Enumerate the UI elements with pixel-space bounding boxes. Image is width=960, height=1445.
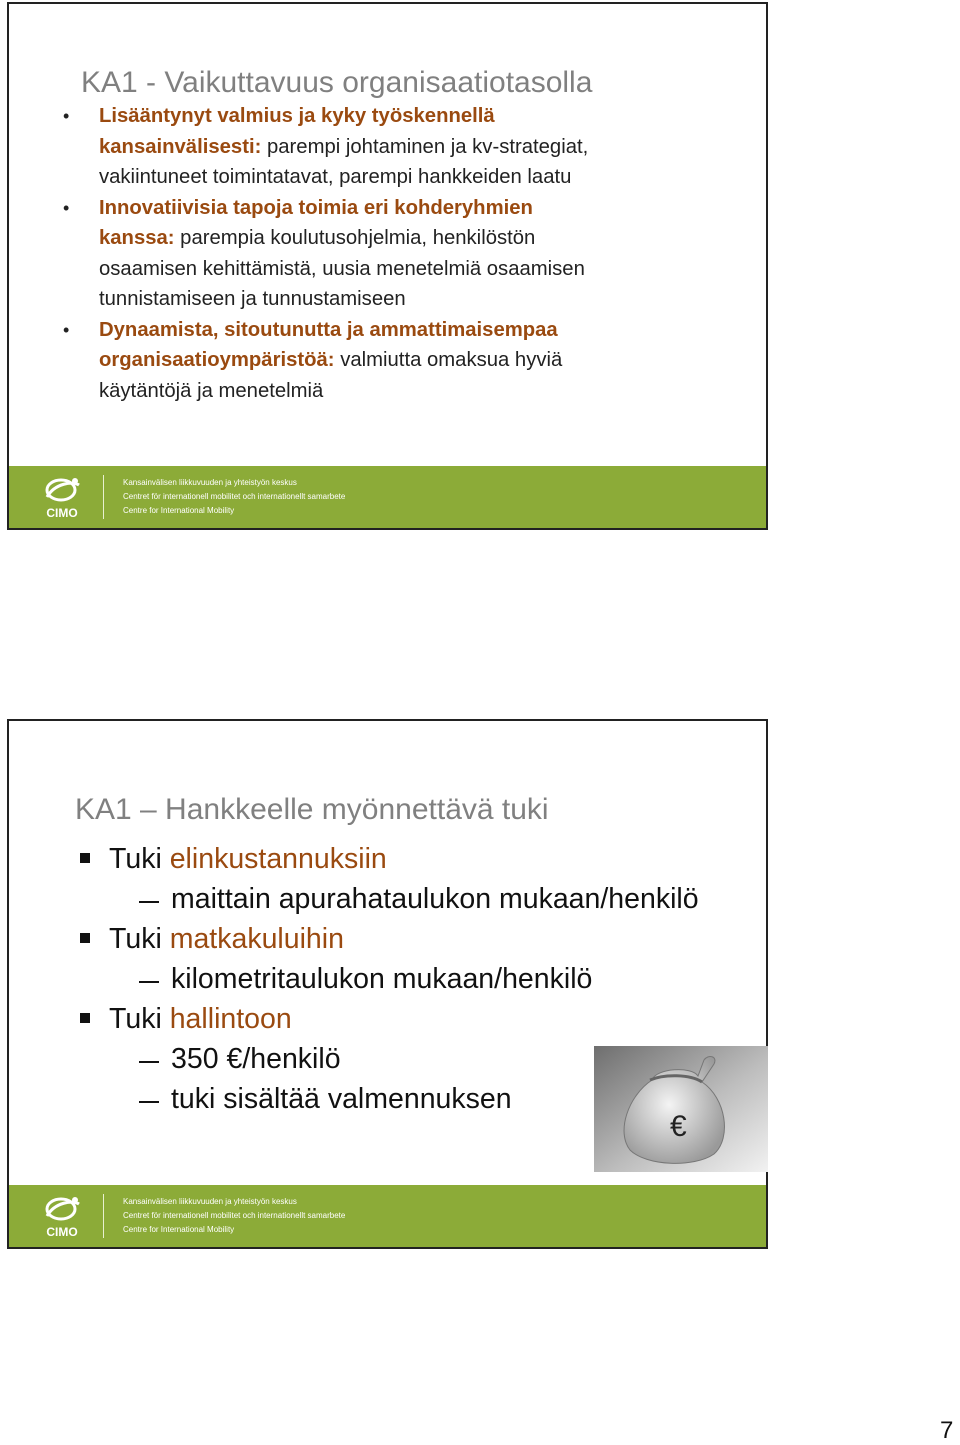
bullet-highlight-text: organisaatioympäristöä: — [99, 349, 335, 371]
bullet-item — [61, 315, 741, 407]
bullet-text: valmiutta omaksua hyviä — [334, 349, 563, 371]
footer-divider — [103, 475, 104, 519]
slide-2 — [7, 719, 768, 1249]
bullet-line — [99, 101, 741, 132]
bullet-item — [75, 999, 755, 1039]
bullet-line — [99, 284, 741, 315]
bullet-line — [99, 315, 741, 346]
sub-bullet-item — [75, 959, 755, 999]
footer-line: Kansainvälisen liikkuvuuden ja yhteistyön keskus — [123, 1197, 297, 1206]
dash-bullet-icon — [139, 1061, 159, 1063]
slide-footer — [9, 466, 766, 528]
bullet-accent: hallintoon — [169, 1003, 292, 1035]
bullet-accent: matkakuluihin — [169, 923, 344, 955]
bullet-highlight-text: Dynaamista, sitoutunutta ja ammattimaisempaa — [99, 318, 558, 341]
footer-line: Centre for International Mobility — [123, 1225, 235, 1234]
slide-footer — [9, 1185, 766, 1247]
bullet-text: osaamisen kehittämistä, uusia menetelmiä osaamisen — [99, 257, 585, 280]
dash-bullet-icon — [139, 981, 159, 983]
square-bullet-icon — [80, 933, 90, 943]
bullet-line — [99, 376, 741, 407]
bullet-dot-icon: • — [63, 106, 70, 126]
page-number: 7 — [940, 1417, 954, 1444]
footer-line: Centret för internationell mobilitet och internationellt samarbete — [123, 1211, 346, 1220]
sub-bullet-text: tuki sisältää valmennuksen — [171, 1083, 512, 1115]
cimo-logo-icon — [39, 1192, 85, 1240]
bullet-line — [99, 193, 741, 224]
bullet-prefix: Tuki — [109, 1003, 170, 1035]
bullet-dot-icon: • — [63, 319, 70, 340]
svg-text:CIMO: CIMO — [46, 506, 78, 520]
bullet-item — [75, 839, 755, 879]
footer-divider — [103, 1194, 104, 1238]
bullet-prefix: Tuki — [109, 843, 170, 875]
bullet-highlight-text: Lisääntynyt valmius ja kyky työskennellä — [99, 105, 495, 127]
square-bullet-icon — [80, 1013, 90, 1023]
bullet-highlight-text: kansainvälisesti: — [99, 135, 262, 158]
footer-text — [123, 476, 345, 518]
euro-money-bag-icon — [594, 1046, 768, 1172]
bullet-item — [75, 919, 755, 959]
bullet-line — [99, 254, 741, 285]
bullet-text: parempi johtaminen ja kv-strategiat, — [261, 135, 589, 158]
dash-bullet-icon — [139, 1101, 159, 1103]
bullet-text: käytäntöjä ja menetelmiä — [99, 379, 324, 402]
bullet-text: tunnistamiseen ja tunnustamiseen — [99, 288, 406, 310]
bullet-accent: elinkustannuksiin — [169, 843, 387, 875]
sub-bullet-text: kilometritaulukon mukaan/henkilö — [171, 963, 593, 995]
svg-text:CIMO: CIMO — [46, 1225, 78, 1239]
slide-title: KA1 - Vaikuttavuus organisaatiotasolla — [81, 66, 593, 100]
dash-bullet-icon — [139, 901, 159, 903]
bullet-line — [99, 162, 741, 193]
bullet-prefix: Tuki — [109, 923, 170, 955]
cimo-logo-icon — [39, 473, 85, 521]
bullet-dot-icon: • — [63, 197, 70, 218]
bullet-line — [99, 345, 741, 376]
svg-text:€: € — [670, 1110, 687, 1143]
bullet-item — [61, 101, 741, 193]
bullet-list — [61, 101, 741, 406]
bullet-text: vakiintuneet toimintatavat, parempi hankkeiden laatu — [99, 166, 572, 188]
bullet-item — [61, 193, 741, 315]
slide-title: KA1 – Hankkeelle myönnettävä tuki — [75, 793, 549, 827]
bullet-line — [99, 132, 741, 163]
sub-bullet-text: 350 €/henkilö — [171, 1043, 341, 1075]
footer-text — [123, 1195, 345, 1237]
sub-bullet-item — [75, 879, 755, 919]
footer-line: Kansainvälisen liikkuvuuden ja yhteistyön keskus — [123, 478, 297, 487]
bullet-text: parempia koulutusohjelmia, henkilöstön — [174, 227, 536, 249]
footer-line: Centret för internationell mobilitet och internationellt samarbete — [123, 492, 346, 501]
bullet-highlight-text: Innovatiivisia tapoja toimia eri kohderyhmien — [99, 196, 533, 219]
square-bullet-icon — [80, 853, 90, 863]
bullet-line — [99, 223, 741, 254]
slide-1 — [7, 2, 768, 530]
sub-bullet-text: maittain apurahataulukon mukaan/henkilö — [171, 883, 699, 915]
footer-line: Centre for International Mobility — [123, 506, 235, 515]
bullet-highlight-text: kanssa: — [99, 227, 175, 249]
